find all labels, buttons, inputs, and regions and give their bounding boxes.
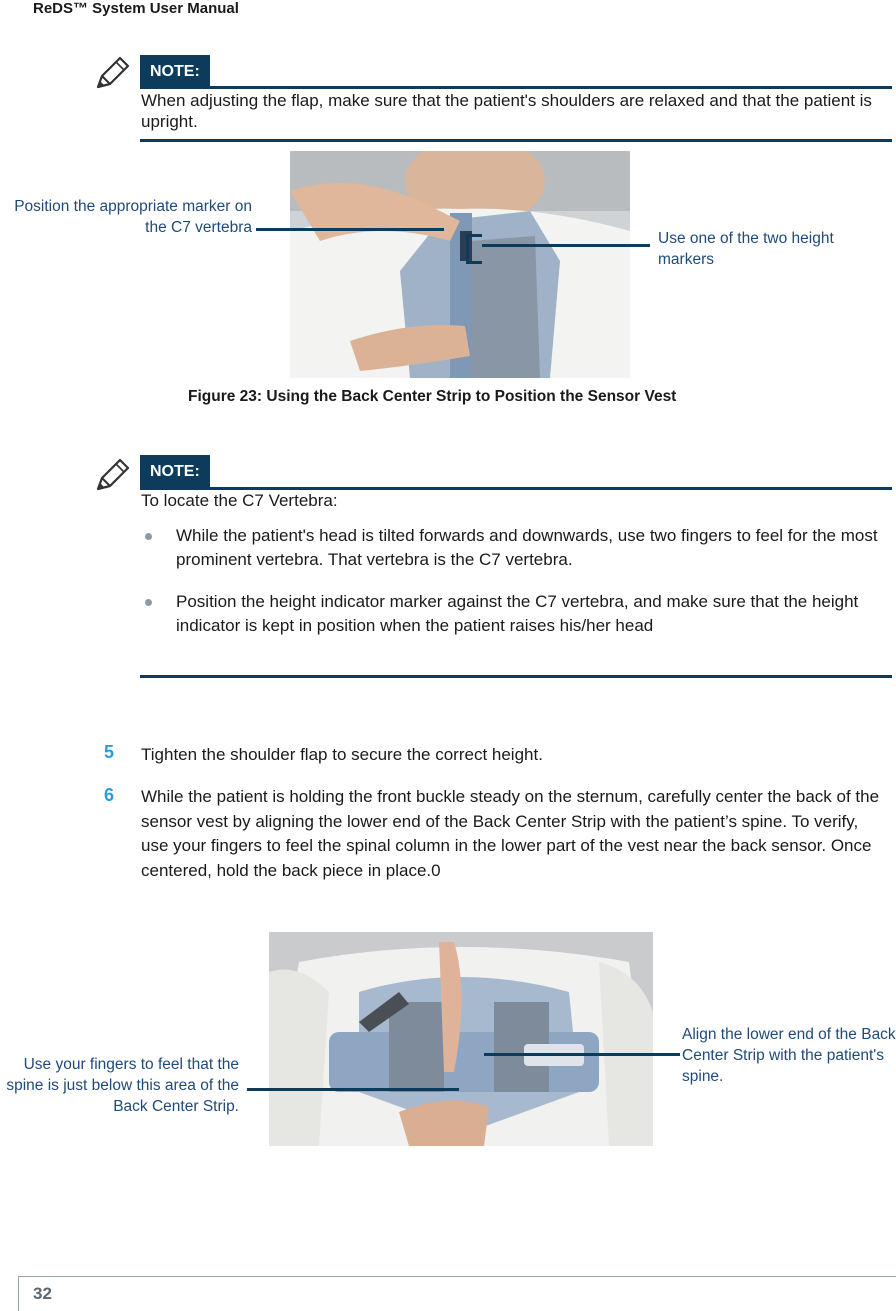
note-intro: To locate the C7 Vertebra: [141,491,338,510]
bullet-dot [145,599,152,606]
vest-front-photo [269,932,653,1146]
align-strip-callout: Align the lower end of the Back Center Strip with the patient's spine. [682,1026,896,1085]
step-text: Tighten the shoulder flap to secure the correct height. [141,745,543,764]
step-number: 6 [104,785,115,805]
note-top-rule [140,86,892,89]
height-marker-bracket [466,234,482,264]
step-text: While the patient is holding the front buckle steady on the sternum, carefully center the back of the sensor vest by aligning the lower end of the Back Center Strip with the patient’s spine. To verify, use your fingers to feel the spinal column in the lower part of the vest near the back sensor. Once centered, hold the back piece in place.0 [141,787,880,880]
c7-marker-callout: Position the appropriate marker on the C7 vertebra [14,198,252,236]
note-bullet-item: Position the height indicator marker against the C7 vertebra, and make sure that the height indicator is kept in position when the patient raises his/her head [176,592,859,635]
note-label: NOTE: [140,455,210,487]
back-strip-photo [290,151,630,378]
note-bottom-rule [140,675,892,678]
pencil-note-icon [92,54,132,94]
note-text: When adjusting the flap, make sure that the patient's shoulders are relaxed and that the patient is upright. [141,91,872,131]
left-leader-line [247,1088,459,1091]
bullet-dot [145,533,152,540]
height-markers-callout: Use one of the two height markers [658,230,834,268]
step-number: 5 [104,742,115,762]
page-number: 32 [33,1284,52,1303]
left-leader-line [256,228,444,231]
figure-23-caption: Figure 23: Using the Back Center Strip to Position the Sensor Vest [188,388,677,405]
pencil-note-icon [92,456,132,496]
note-bottom-rule [140,139,892,142]
note-bullet-item: While the patient's head is tilted forwards and downwards, use two fingers to feel for the most prominent vertebra. That vertebra is the C7 vertebra. [176,526,878,569]
right-leader-line [484,1053,680,1056]
spine-check-callout: Use your fingers to feel that the spine is just below this area of the Back Center Strip. [6,1056,239,1115]
footer-frame [18,1276,896,1311]
note-label: NOTE: [140,55,210,87]
right-leader-line [482,244,650,247]
manual-title: ReDS™ System User Manual [33,0,239,17]
